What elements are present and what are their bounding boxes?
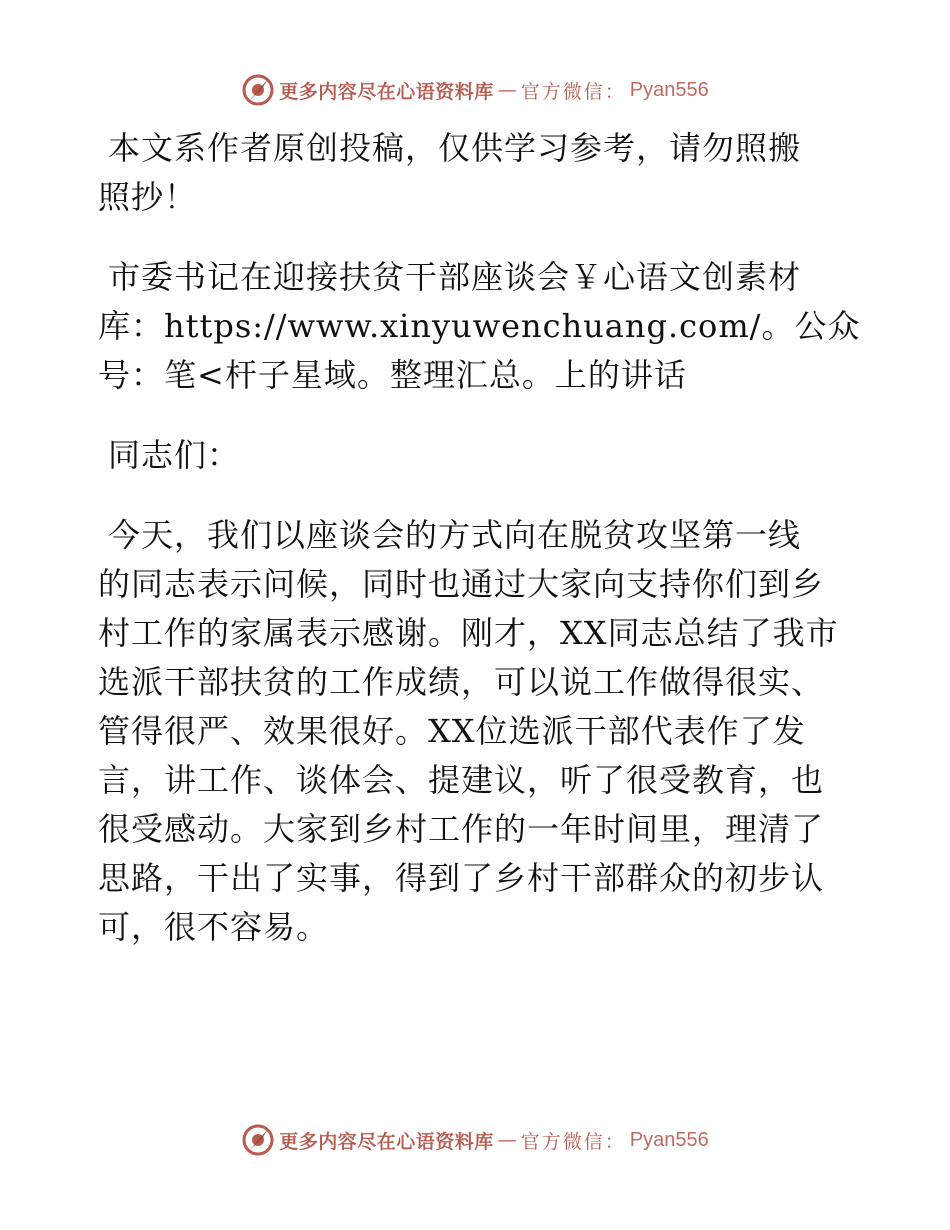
text-line: 本文系作者原创投稿，仅供学习参考，请勿照搬 (108, 129, 802, 167)
disclaimer-paragraph (98, 124, 858, 222)
footer-watermark (0, 1120, 950, 1160)
text-line: 今天，我们以座谈会的方式向在脱贫攻坚第一线 (108, 516, 802, 554)
text-line: 选派干部扶贫的工作成绩，可以说工作做得很实、 (98, 663, 825, 701)
watermark-wechat-id: Pyan556 (629, 78, 709, 101)
quill-logo-icon (241, 1123, 275, 1157)
watermark-wechat-label: 官方微信： (520, 1130, 626, 1153)
text-line: 照抄！ (98, 178, 198, 216)
text-line: 很受感动。大家到乡村工作的一年时间里，理清了 (98, 810, 825, 848)
text-line: 言，讲工作、谈体会、提建议，听了很受教育，也 (98, 761, 825, 799)
title-paragraph (98, 253, 861, 400)
watermark-wechat-id: Pyan556 (629, 1128, 709, 1151)
header-watermark (0, 70, 950, 110)
text-line: 的同志表示问候，同时也通过大家向支持你们到乡 (98, 565, 825, 603)
text-line: 管得很严、效果很好。XX位选派干部代表作了发 (98, 712, 806, 750)
watermark-site-text: 更多内容尽在心语资料库 (279, 80, 494, 103)
text-line: 库：https://www.xinyuwenchuang.com/。公众 (98, 307, 861, 345)
salutation-paragraph (98, 431, 858, 480)
text-line: 号：笔<杆子星域。整理汇总。上的讲话 (98, 356, 687, 394)
watermark-dash: — (497, 1129, 517, 1151)
watermark-site-text: 更多内容尽在心语资料库 (279, 1130, 494, 1153)
body-paragraph (98, 511, 858, 952)
text-line: 市委书记在迎接扶贫干部座谈会￥心语文创素材 (108, 258, 802, 296)
quill-logo-icon (241, 73, 275, 107)
text-line: 同志们： (108, 436, 241, 474)
text-line: 村工作的家属表示感谢。刚才，XX同志总结了我市 (98, 614, 839, 652)
text-line: 思路，干出了实事，得到了乡村干部群众的初步认 (98, 859, 825, 897)
watermark-dash: — (497, 79, 517, 101)
text-line: 可，很不容易。 (98, 908, 330, 946)
watermark-wechat-label: 官方微信： (520, 80, 626, 103)
document-body (98, 124, 861, 952)
